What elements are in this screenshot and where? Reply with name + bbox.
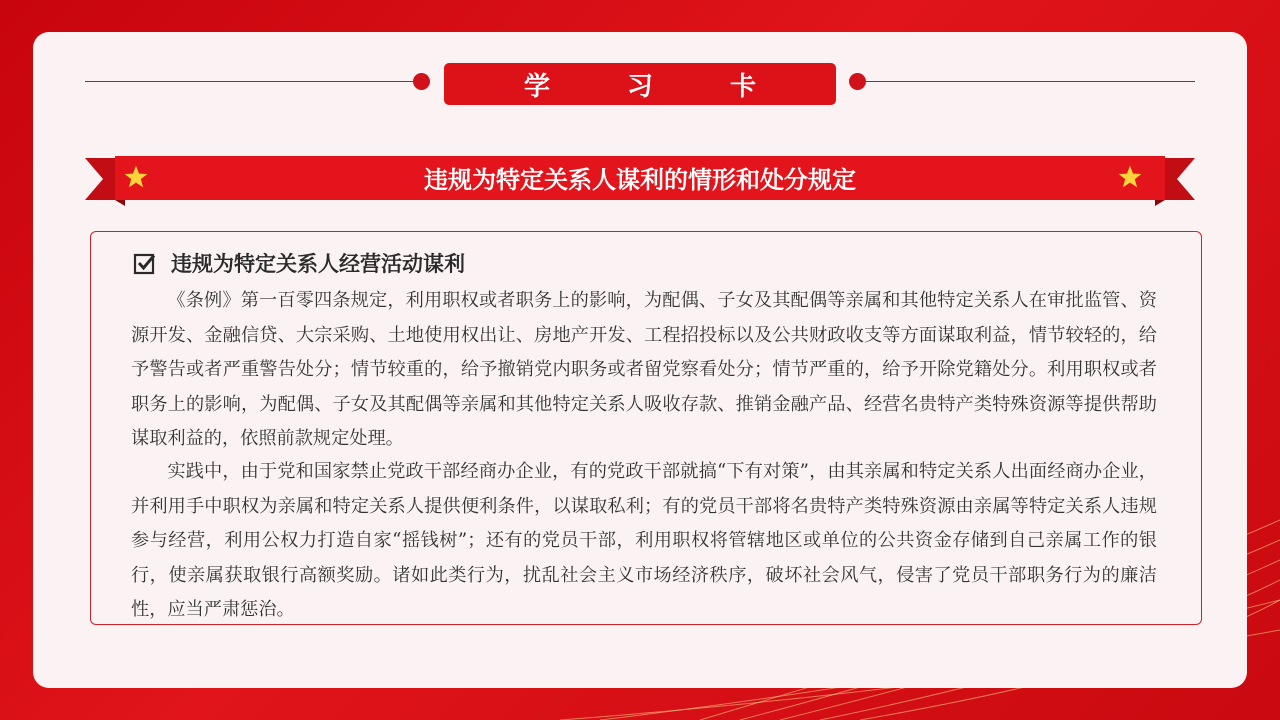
section-heading: 违规为特定关系人经营活动谋利 <box>171 252 465 276</box>
title-divider-left <box>85 81 420 82</box>
title-dot-left <box>413 73 430 90</box>
content-panel <box>90 231 1202 625</box>
checkbox-checked-icon <box>133 252 157 276</box>
paragraph: 实践中，由于党和国家禁止党政干部经商办企业，有的党政干部就搞“下有对策”，由其亲属和特定关系人出面经商办企业，并利用手中职权为亲属和特定关系人提供便利条件，以谋取私利；有的党员干部将名贵特产类特殊资源由亲属等特定关系人违规参与经营，利用公权力打造自家“摇钱树”；还有的党员干部，利用职权将管辖地区或单位的公共资金存储到自己亲属工作的银行，使亲属获取银行高额奖励。诸如此类行为，扰乱社会主义市场经济秩序，破坏社会风气，侵害了党员干部职务行为的廉洁性，应当严肃惩治。 <box>131 461 1157 620</box>
banner-title: 违规为特定关系人谋利的情形和处分规定 <box>424 165 856 194</box>
study-card <box>33 32 1247 688</box>
star-icon <box>1117 164 1143 190</box>
star-icon <box>123 164 149 190</box>
paragraph: 《条例》第一百零四条规定，利用职权或者职务上的影响，为配偶、子女及其配偶等亲属和其他特定关系人在审批监管、资源开发、金融信贷、大宗采购、土地使用权出让、房地产开发、工程招投标以及公共财政收支等方面谋取利益，情节较轻的，给予警告或者严重警告处分；情节较重的，给予撤销党内职务或者留党察看处分；情节严重的，给予开除党籍处分。利用职权或者职务上的影响，为配偶、子女及其配偶等亲属和其他特定关系人吸收存款、推销金融产品、经营名贵特产类特殊资源等提供帮助谋取利益的，依照前款规定处理。 <box>131 290 1157 449</box>
card-title: 学 习 卡 <box>444 63 836 105</box>
title-divider-right <box>859 81 1195 82</box>
